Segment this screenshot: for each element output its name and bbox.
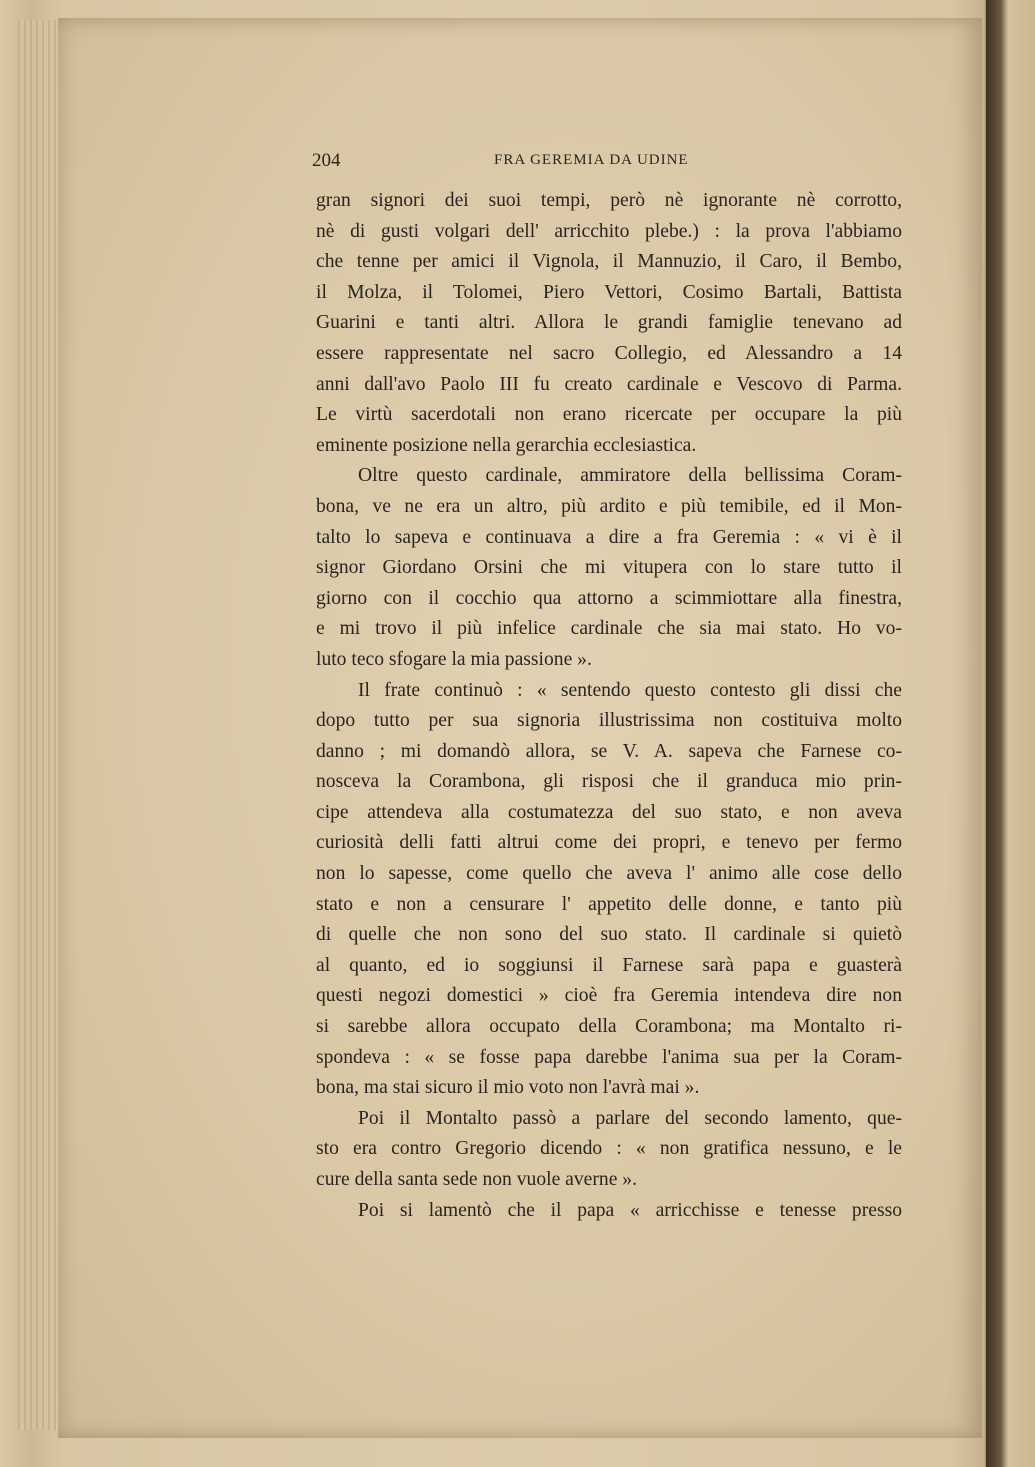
text-line: Le virtù sacerdotali non erano ricercate per occupare la più xyxy=(316,404,902,426)
text-line: anni dall'avo Paolo III fu creato cardinale e Vescovo di Parma. xyxy=(316,373,902,395)
text-line: cure della santa sede non vuole averne ». xyxy=(316,1169,637,1190)
binding-edge xyxy=(986,0,1035,1467)
text-line: che tenne per amici il Vignola, il Mannuzio, il Caro, il Bembo, xyxy=(316,251,902,273)
text-line: sto era contro Gregorio dicendo : « non gratifica nessuno, e le xyxy=(316,1138,902,1160)
text-line: eminente posizione nella gerarchia ecclesiastica. xyxy=(316,434,697,456)
text-line: nè di gusti volgari dell' arricchito plebe.) : la prova l'abbiamo xyxy=(316,220,902,242)
text-line: questi negozi domestici » cioè fra Geremia intendeva dire non xyxy=(316,985,902,1007)
text-line: Oltre questo cardinale, ammiratore della bellissima Coram- xyxy=(358,465,902,487)
running-title: FRA GEREMIA DA UDINE xyxy=(494,152,689,168)
text-line: spondeva : « se fosse papa darebbe l'anima sua per la Coram- xyxy=(316,1046,902,1068)
page-edges xyxy=(18,20,58,1430)
text-line: di quelle che non sono del suo stato. Il cardinale si quietò xyxy=(316,924,902,946)
text-line: bona, ve ne era un altro, più ardito e più temibile, ed il Mon- xyxy=(316,495,902,517)
text-line: Guarini e tanti altri. Allora le grandi famiglie tenevano ad xyxy=(316,312,902,334)
text-line: luto teco sfogare la mia passione ». xyxy=(316,648,592,670)
text-line: bona, ma stai sicuro il mio voto non l'avrà mai ». xyxy=(316,1077,700,1099)
text-line: cipe attendeva alla costumatezza del suo stato, e non aveva xyxy=(316,801,902,823)
text-line: al quanto, ed io soggiunsi il Farnese sarà papa e guasterà xyxy=(316,954,902,976)
text-line: e mi trovo il più infelice cardinale che sia mai stato. Ho vo- xyxy=(316,618,902,640)
text-line: Poi il Montalto passò a parlare del secondo lamento, que- xyxy=(358,1107,902,1129)
page-number: 204 xyxy=(312,150,341,171)
text-line: curiosità delli fatti altrui come dei propri, e tenevo per fermo xyxy=(316,832,902,854)
text-line: giorno con il cocchio qua attorno a scimmiottare alla finestra, xyxy=(316,587,902,609)
text-line: Poi si lamentò che il papa « arricchisse e tenesse presso xyxy=(358,1199,902,1221)
text-line: Il frate continuò : « sentendo questo contesto gli dissi che xyxy=(358,679,902,701)
text-line: talto lo sapeva e continuava a dire a fra Geremia : « vi è il xyxy=(316,526,902,548)
text-line: danno ; mi domandò allora, se V. A. sapeva che Farnese co- xyxy=(316,740,902,762)
text-line: gran signori dei suoi tempi, però nè ignorante nè corrotto, xyxy=(316,190,902,211)
text-line: il Molza, il Tolomei, Piero Vettori, Cosimo Bartali, Battista xyxy=(316,281,902,303)
text-line: signor Giordano Orsini che mi vitupera con lo stare tutto il xyxy=(316,557,902,579)
text-line: stato e non a censurare l' appetito delle donne, e tanto più xyxy=(316,893,902,915)
text-line: si sarebbe allora occupato della Corambona; ma Montalto ri- xyxy=(316,1016,902,1038)
text-line: nosceva la Corambona, gli risposi che il granduca mio prin- xyxy=(316,771,902,793)
text-line: essere rappresentate nel sacro Collegio, ed Alessandro a 14 xyxy=(316,342,902,364)
body-text xyxy=(316,186,902,1226)
text-line: non lo sapesse, come quello che aveva l' animo alle cose dello xyxy=(316,863,902,885)
page-header xyxy=(312,150,902,176)
text-line: dopo tutto per sua signoria illustrissima non costituiva molto xyxy=(316,710,902,732)
